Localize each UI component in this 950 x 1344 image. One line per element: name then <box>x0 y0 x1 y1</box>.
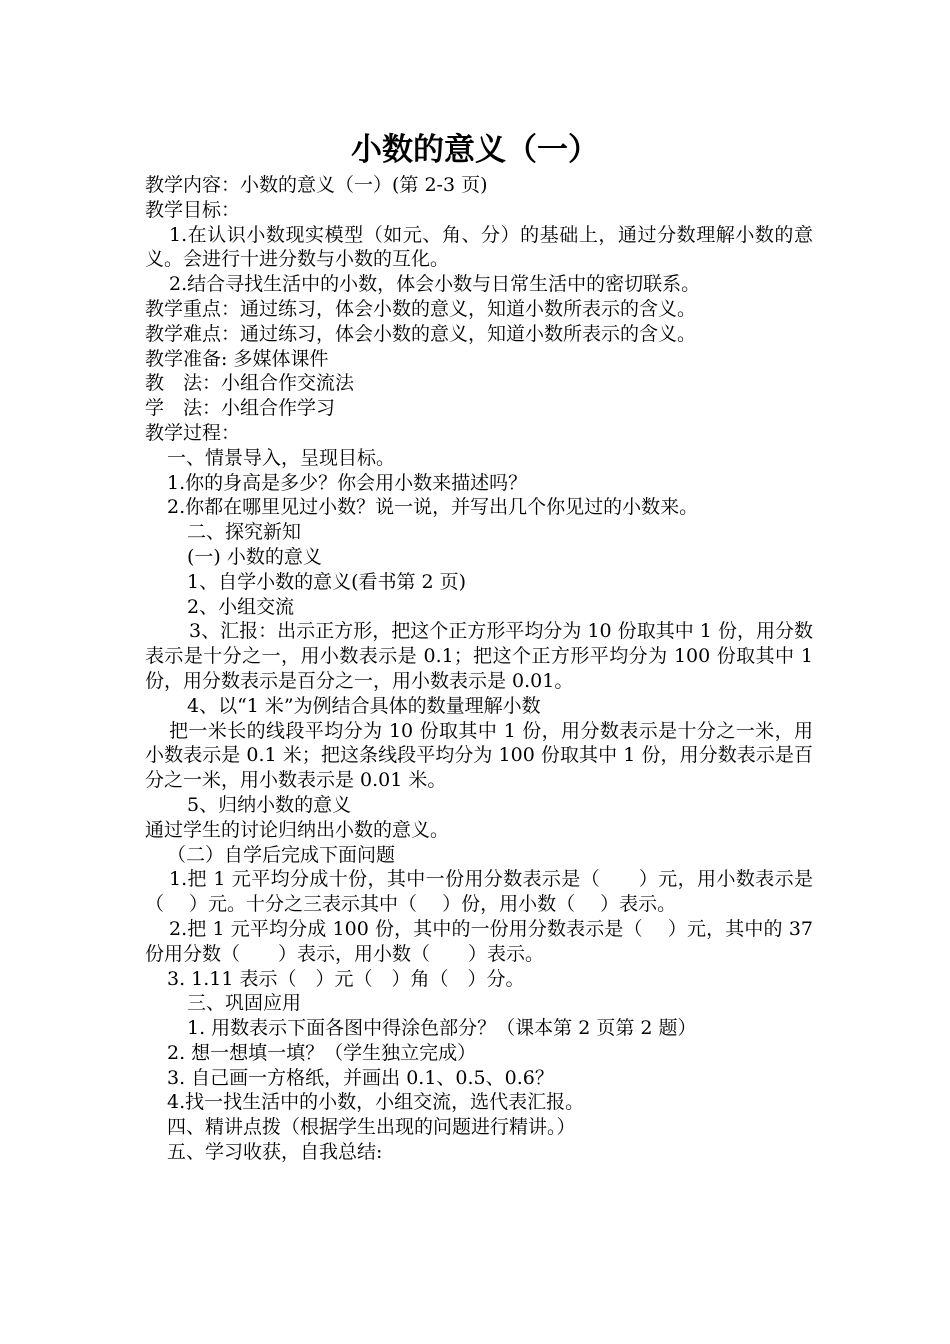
practice-2: 2. 想一想填一填？（学生独立完成） <box>167 1041 477 1064</box>
step-5-explanation: 通过学生的讨论归纳出小数的意义。 <box>145 818 450 841</box>
step-4: 4、以“1 米”为例结合具体的数量理解小数 <box>187 694 541 717</box>
practice-1: 1. 用数表示下面各图中得涂色部分？（课本第 2 页第 2 题） <box>187 1017 697 1040</box>
document-title: 小数的意义（一） <box>351 132 599 168</box>
teaching-key-point: 教学重点：通过练习，体会小数的意义，知道小数所表示的含义。 <box>145 297 697 320</box>
subsection-self-study: （二）自学后完成下面问题 <box>167 843 396 866</box>
document-body <box>145 173 813 1165</box>
step-3: 3、汇报：出示正方形，把这个正方形平均分为 10 份取其中 1 份，用分数表示是十分之一，用小数表示是 0.1；把这个正方形平均分为 100 份取其中 1 份，用分数表示是百分之一，用小数表示是 0.01。 <box>145 620 813 692</box>
teaching-process-heading: 教学过程： <box>145 421 241 444</box>
practice-4: 4.找一找生活中的小数，小组交流，选代表汇报。 <box>167 1091 585 1114</box>
teaching-content: 教学内容：小数的意义（一）(第 2-3 页) <box>145 174 488 196</box>
practice-3: 3. 自己画一方格纸，并画出 0.1、0.5、0.6？ <box>167 1066 554 1089</box>
teaching-difficulty: 教学难点：通过练习，体会小数的意义，知道小数所表示的含义。 <box>145 322 697 345</box>
section-4-heading: 四、精讲点拨（根据学生出现的问题进行精讲。） <box>167 1116 576 1139</box>
intro-question-1: 1.你的身高是多少？你会用小数来描述吗？ <box>167 471 528 494</box>
question-1: 1.把 1 元平均分成十份，其中一份用分数表示是（ ）元，用小数表示是（ ）元。十分之三表示其中（ ）份，用小数（ ）表示。 <box>145 868 813 916</box>
question-3: 3. 1.11 表示（ ）元（ ）角（ ）分。 <box>167 967 525 990</box>
section-3-heading: 三、巩固应用 <box>187 992 302 1015</box>
section-1-heading: 一、情景导入，呈现目标。 <box>167 446 396 469</box>
step-2: 2、小组交流 <box>187 595 295 618</box>
learning-method: 学 法：小组合作学习 <box>145 397 336 420</box>
section-5-heading: 五、学习收获，自我总结: <box>167 1141 383 1164</box>
goal-2: 2.结合寻找生活中的小数，体会小数与日常生活中的密切联系。 <box>169 273 701 296</box>
goal-1: 1.在认识小数现实模型（如元、角、分）的基础上，通过分数理解小数的意义。会进行十进分数与小数的互化。 <box>145 223 813 271</box>
step-5: 5、归纳小数的意义 <box>187 793 352 816</box>
teaching-goals-heading: 教学目标： <box>145 198 241 221</box>
teaching-preparation: 教学准备: 多媒体课件 <box>145 347 329 370</box>
section-2-heading: 二、探究新知 <box>187 521 302 544</box>
teaching-method: 教 法：小组合作交流法 <box>145 372 355 395</box>
question-2: 2.把 1 元平均分成 100 份，其中的一份用分数表示是（ ）元，其中的 37 份用分数（ ）表示，用小数（ ）表示。 <box>145 917 813 965</box>
subsection-meaning: (一) 小数的意义 <box>187 545 322 568</box>
step-1: 1、自学小数的意义(看书第 2 页) <box>187 570 467 593</box>
intro-question-2: 2.你都在哪里见过小数？说一说，并写出几个你见过的小数来。 <box>167 496 699 519</box>
step-4-explanation: 把一米长的线段平均分为 10 份取其中 1 份，用分数表示是十分之一米，用小数表示是 0.1 米；把这条线段平均分为 100 份取其中 1 份，用分数表示是百分之一米，用小数表示是 0.01 米。 <box>145 719 813 792</box>
